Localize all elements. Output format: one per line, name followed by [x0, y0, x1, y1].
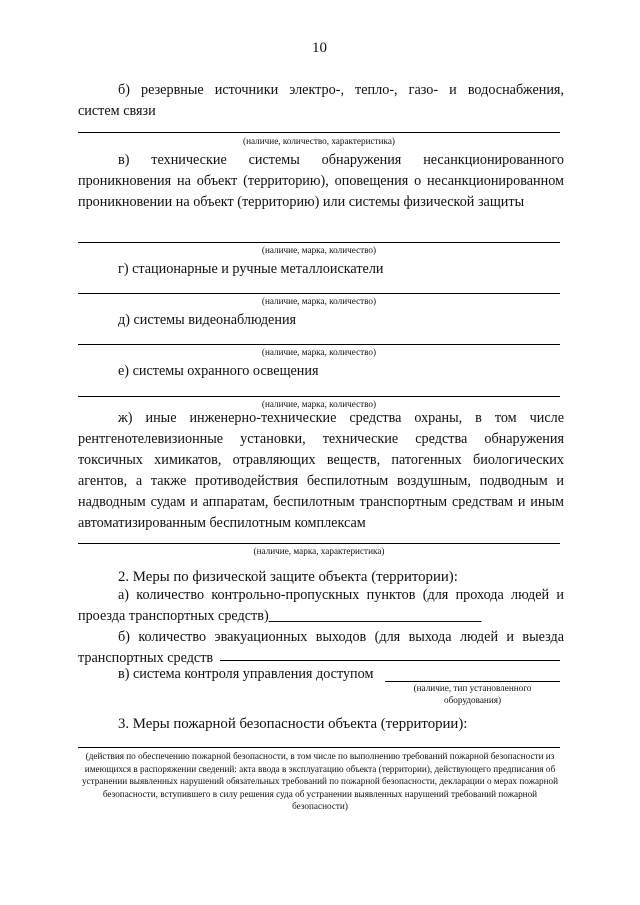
section2-v-caption-2: оборудования): [443, 695, 502, 705]
fill-line-zh: [78, 543, 560, 544]
section2-a-blank: [269, 608, 482, 624]
section2-b-text: [78, 627, 564, 669]
section2-heading: 2. Меры по физической защите объекта (территории):: [118, 569, 458, 585]
section3-caption: (действия по обеспечению пожарной безопасности, в том числе по выполнению требований пожарной безопасности из имеющихся в распоряжении сведений: акта ввода в эксплуатацию объекта (территории), действующего предписания об устранении выявленных нарушений обязательных требований по пожарной безопасности, декларации о мерах пожарной безопасности, вступившего в силу решения суда об устранении выявленных нарушений требований пожарной безопасности): [81, 751, 559, 811]
caption-zh: (наличие, марка, характеристика): [253, 546, 385, 556]
item-g-text: г) стационарные и ручные металлоискатели: [118, 261, 384, 277]
fill-line-s3: [78, 747, 560, 748]
caption-e: (наличие, марка, количество): [261, 399, 377, 409]
caption-b: (наличие, количество, характеристика): [243, 136, 395, 146]
section2-b-label: б) количество эвакуационных выходов (для выхода людей и выезда транспортных средств: [78, 629, 564, 666]
section3-heading: 3. Меры пожарной безопасности объекта (территории):: [118, 716, 468, 732]
fill-line-e: [78, 396, 560, 397]
item-b-line2: систем связи: [78, 103, 156, 119]
fill-line-s2b: [220, 660, 560, 661]
section2-a-text: [78, 585, 564, 627]
item-b-line1: б) резервные источники электро-, тепло-, газо- и водоснабжения,: [118, 82, 564, 98]
item-d-text: д) системы видеонаблюдения: [118, 312, 297, 328]
fill-line-d: [78, 344, 560, 345]
fill-line-s2v: [385, 681, 560, 682]
item-zh-text: ж) иные инженерно-технические средства охраны, в том числе рентгенотелевизионные установки, технические средства обнаружения токсичных химикатов, отравляющих веществ, патогенных биологических агентов, а также противодействия беспилотным воздушным, подводным и надводным судам и аппаратам, беспилотным транспортным средствам и иным автоматизированным беспилотным комплексам: [78, 410, 564, 531]
item-e-text: е) системы охранного освещения: [118, 363, 319, 379]
section2-a-label: а) количество контрольно-пропускных пунктов (для прохода людей и проезда транспортных средств): [78, 587, 564, 624]
item-v-text: в) технические системы обнаружения несанкционированного проникновения на объект (территорию), оповещения о несанкционированном проникновении на объект (территорию) или системы физической защиты: [78, 152, 564, 210]
fill-line-g: [78, 293, 560, 294]
caption-d: (наличие, марка, количество): [261, 347, 377, 357]
section2-v-caption-1: (наличие, тип установленного: [413, 683, 532, 693]
caption-g: (наличие, марка, количество): [261, 296, 377, 306]
fill-line-b: [78, 132, 560, 133]
page-number: 10: [312, 40, 327, 56]
fill-line-v: [78, 242, 560, 243]
caption-v: (наличие, марка, количество): [261, 245, 377, 255]
section2-v-text: в) система контроля управления доступом: [118, 666, 374, 682]
